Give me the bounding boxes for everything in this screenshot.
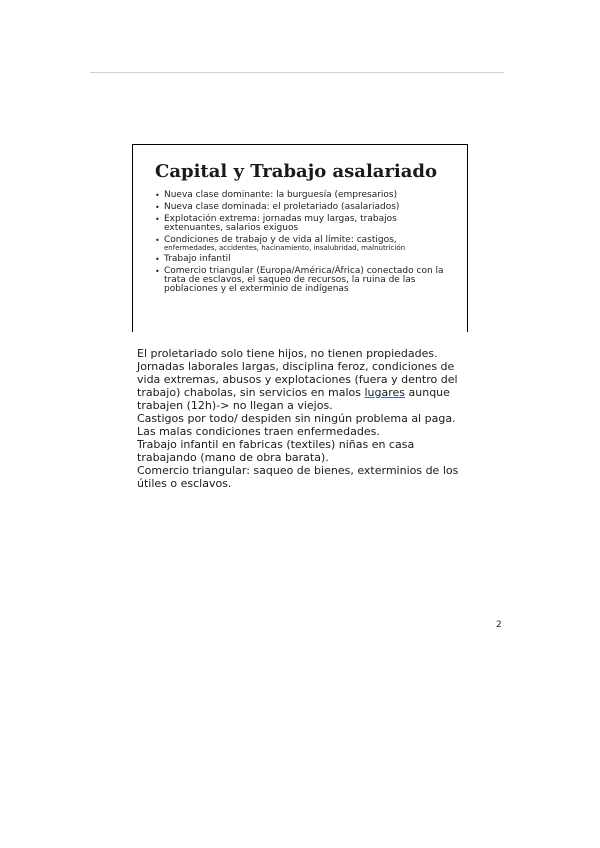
slide-bullet-item <box>155 203 449 212</box>
slide-bullet-text: Explotación extrema: jornadas muy largas, trabajos extenuantes, salarios exiguos <box>164 214 397 233</box>
notes-paragraph: Comercio triangular: saqueo de bienes, exterminios de los útiles o esclavos. <box>137 464 459 490</box>
notes-paragraph: Castigos por todo/ despiden sin ningún problema al paga. <box>137 412 456 425</box>
slide-bullet-text: Nueva clase dominada: el proletariado (asalariados) <box>164 202 400 212</box>
notes-paragraph <box>137 360 467 412</box>
slide-bullet-text: Trabajo infantil <box>164 254 231 264</box>
notes-paragraph: El proletariado solo tiene hijos, no tienen propiedades. <box>137 347 438 360</box>
slide-image <box>132 144 468 332</box>
slide-bullet-item <box>155 267 449 294</box>
notes-body <box>137 347 467 490</box>
slide-bullet-subtext: enfermedades, accidentes, hacinamiento, insalubridad, malnutrición <box>164 244 406 252</box>
slide-bullet-list <box>155 191 449 294</box>
slide-bullet-text: Nueva clase dominante: la burguesía (empresarios) <box>164 190 398 200</box>
notes-text: aunque trabajen (12h)-> no llegan a viejos. <box>137 386 450 412</box>
notes-text: Jornadas laborales largas, disciplina feroz, condiciones de vida extremas, abusos y explotaciones (fuera y dentro del trabajo) chabolas, sin servicios en malos <box>137 360 458 399</box>
slide-title: Capital y Trabajo asalariado <box>155 161 438 182</box>
slide-bullet-item <box>155 255 449 264</box>
slide-bullet-item <box>155 236 449 252</box>
page-number: 2 <box>496 620 502 630</box>
notes-paragraph: Trabajo infantil en fabricas (textiles) niñas en casa trabajando (mano de obra barata). <box>137 438 415 464</box>
slide-bullet-item <box>155 215 449 233</box>
slide-bullet-text: Condiciones de trabajo y de vida al límite: castigos, <box>164 235 397 245</box>
slide-bullet-item <box>155 191 449 200</box>
header-rule <box>90 72 504 73</box>
slide-bullet-text: Comercio triangular (Europa/América/África) conectado con la trata de esclavos, el saqueo de recursos, la ruina de las poblaciones y el exterminio de indígenas <box>164 266 444 294</box>
spellcheck-underlined-word[interactable]: lugares <box>364 386 406 399</box>
notes-paragraph: Las malas condiciones traen enfermedades. <box>137 425 380 438</box>
